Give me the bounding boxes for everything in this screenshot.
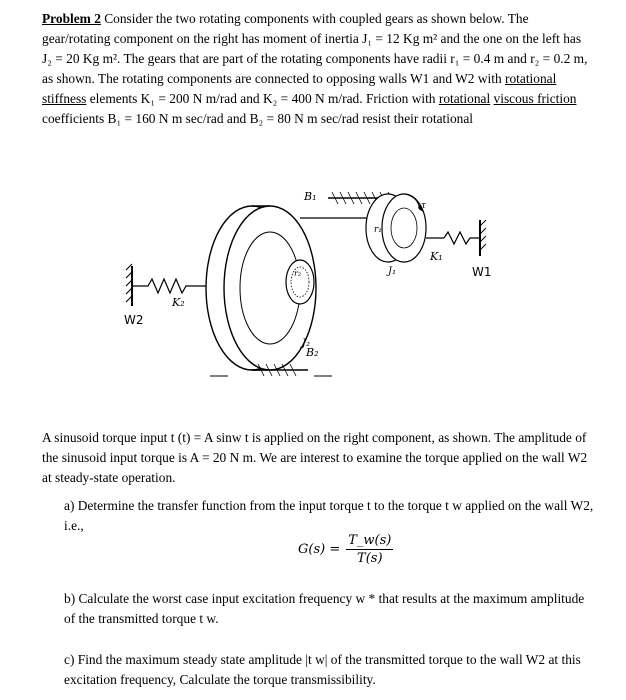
label-tau: τ (421, 201, 426, 211)
label-r2: r₂ (294, 269, 302, 278)
problem-statement (42, 9, 592, 129)
label-w2: W2 (124, 313, 144, 327)
gear-r2 (286, 260, 314, 304)
problem-intro: Consider the two rotating components with coupled gears as shown below. The gear/rotating component on the right has moment of inertia J₁ = 12 Kg m² and the one on the left has J₂ = 20 Kg m². The gears that are part of the rotating components have radii r₁ = 0.4 m and r₂ = 0.2 m, as shown. The rotating components are connected to opposing walls W1 and W2 with (42, 11, 588, 86)
gear-system-diagram (118, 178, 510, 386)
spring-k1 (444, 232, 480, 244)
wall-w1 (480, 220, 486, 256)
problem-label: Problem 2 (42, 11, 101, 26)
problem-mid: elements K₁ = 200 N m/rad and K₂ = 400 N m/rad. Friction with (86, 91, 439, 106)
question-a: a) Determine the transfer function from the input torque t to the torque t w applied on the wall W2, i.e., (64, 498, 594, 533)
label-k1: K₁ (430, 250, 443, 263)
problem-tail: coefficients B₁ = 160 N m sec/rad and B₂ = 80 N m sec/rad resist their rotational (42, 111, 474, 126)
transfer-function-formula (298, 533, 393, 566)
term-rotational-stiffness: rotational stiffness (42, 71, 557, 106)
question-c: c) Find the maximum steady state amplitude |t w| of the transmitted torque to the wall W2 at this excitation frequency, Calculate the torque transmissibility. (64, 652, 581, 687)
term-rotational: rotational (438, 91, 491, 106)
spring-k2 (132, 279, 206, 293)
label-r1: r₁ (374, 225, 382, 235)
term-viscous-friction: viscous friction (493, 91, 577, 106)
formula-denominator: T(s) (357, 551, 383, 566)
label-b2: B₂ (306, 346, 319, 359)
label-j1: J₁ (388, 266, 397, 277)
formula-numerator: T_w(s) (348, 533, 392, 548)
description-paragraph: A sinusoid torque input t (t) = A sinw t is applied on the right component, as shown. The amplitude of the sinusoid input torque is A = 20 N m. We are interest to examine the torque applied on the wall W2 at steady-state operation. (42, 430, 588, 485)
question-b: b) Calculate the worst case input excitation frequency w * that results at the maximum amplitude of the transmitted torque t w. (64, 591, 585, 626)
formula-lhs: G(s) = (298, 542, 341, 557)
label-b1: B₁ (304, 190, 317, 203)
label-w1: W1 (472, 265, 492, 279)
formula-fraction (346, 533, 393, 566)
label-k2: K₂ (172, 296, 185, 309)
label-j2: J₂ (302, 338, 311, 349)
wall-w2 (126, 264, 132, 306)
